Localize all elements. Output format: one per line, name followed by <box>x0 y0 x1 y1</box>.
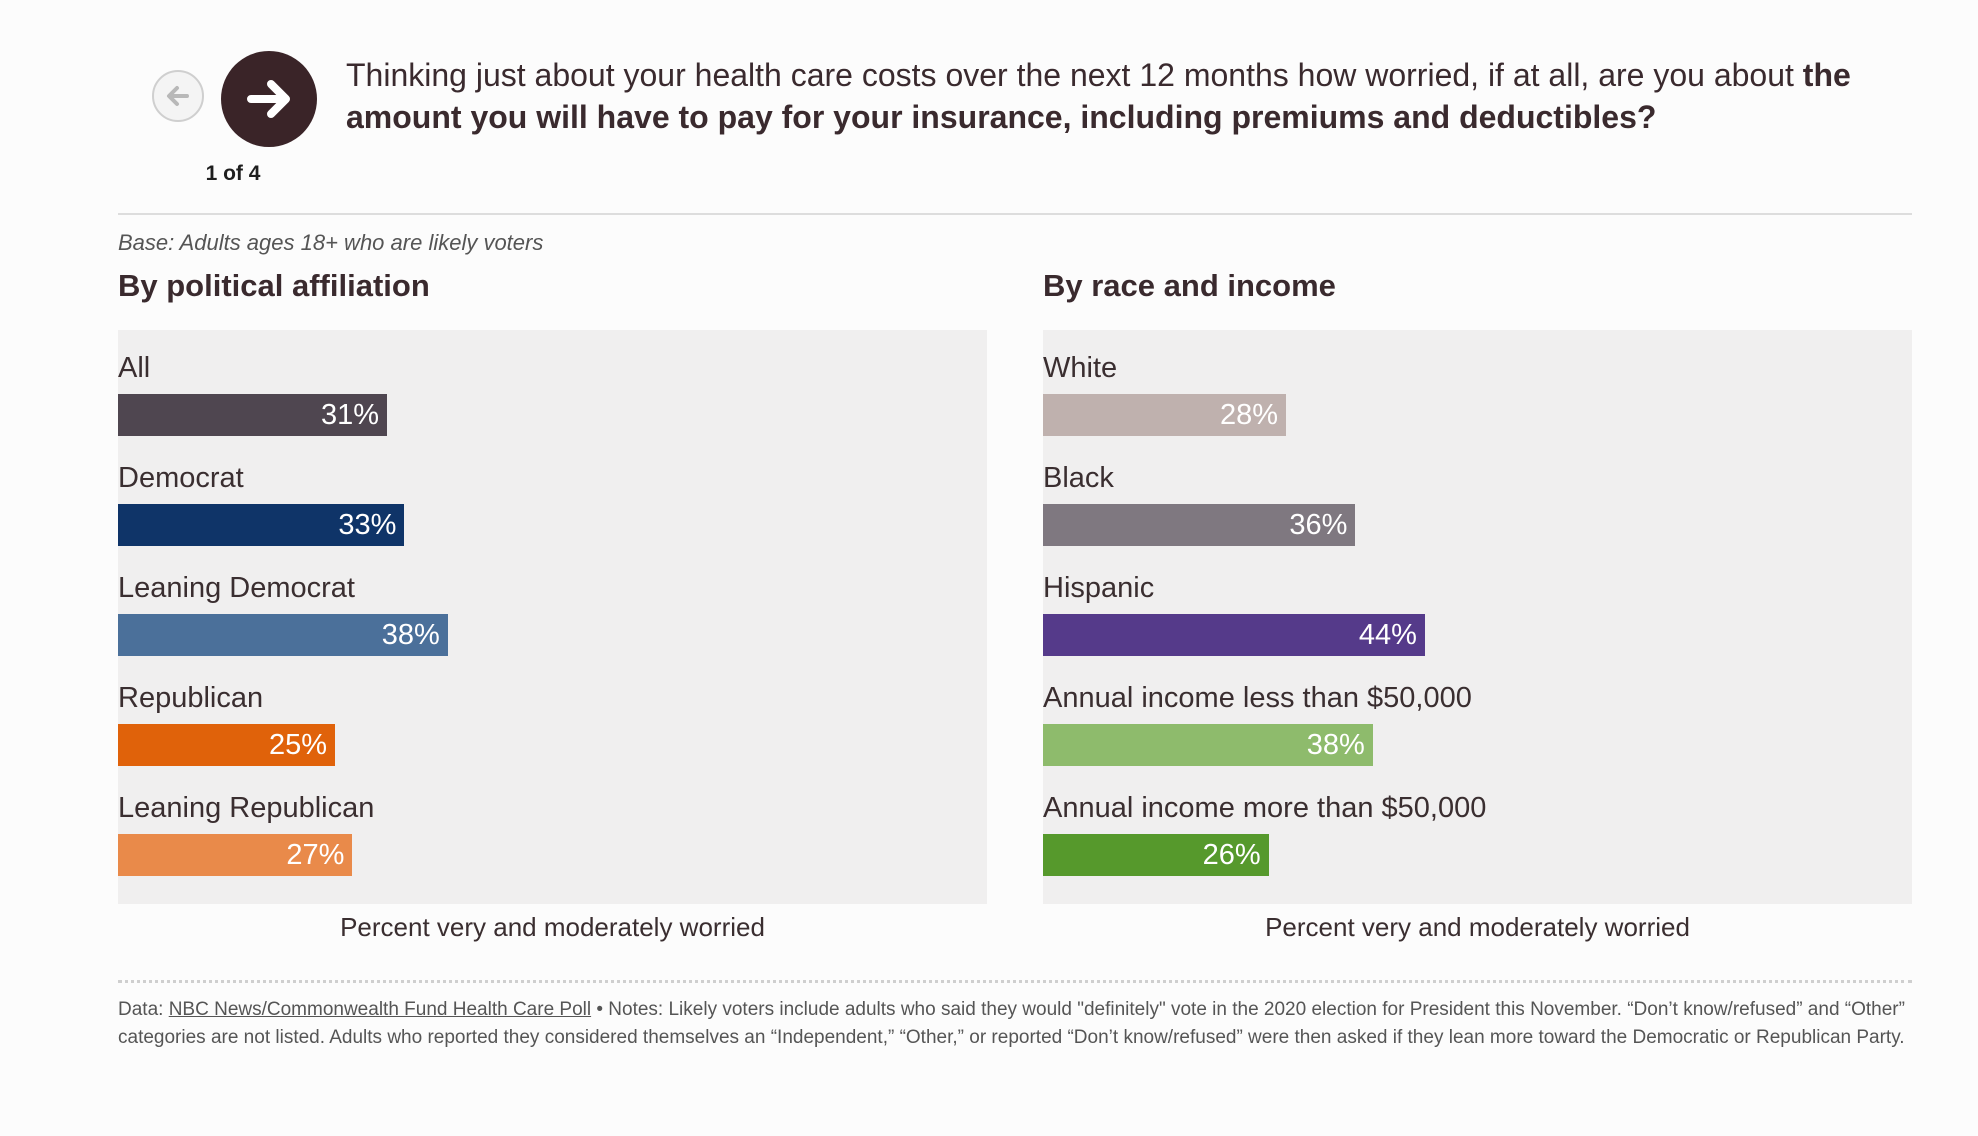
bar <box>118 504 404 546</box>
bar-value-label: 36% <box>1289 509 1348 541</box>
category-label: Democrat <box>118 462 244 494</box>
category-label: Hispanic <box>1043 572 1155 604</box>
base-note: Base: Adults ages 18+ who are likely voters <box>118 230 544 255</box>
footer-data-prefix: Data: <box>118 999 169 1020</box>
bar <box>1043 834 1269 876</box>
source-link[interactable]: NBC News/Commonwealth Fund Health Care Poll <box>168 999 592 1020</box>
bar-value-label: 25% <box>268 729 327 761</box>
question-emphasis: the amount you will have to pay for your insurance, including premiums and deductibles? <box>346 57 1851 135</box>
header-divider <box>118 213 1912 215</box>
category-label: Republican <box>118 682 264 714</box>
question-plain: Thinking just about your health care costs over the next 12 months how worried, if at all, are you about <box>346 57 1803 93</box>
bar-value-label: 38% <box>381 619 440 651</box>
next-button[interactable] <box>221 51 317 147</box>
chart-panel-race-income <box>1043 330 1912 904</box>
bar-value-label: 33% <box>338 509 397 541</box>
footer-notes-text: • Notes: Likely voters include adults who said they would "definitely" vote in the 2020 election for President this November. “Don’t know/refused” and “Other” categories are not listed. Adults who reported they considered themselves an “Independent,” “Other,” or reported “Don’t know/refused” were then asked if they lean more toward the Democratic or Republican Party. <box>118 999 1905 1048</box>
previous-button[interactable] <box>152 70 204 122</box>
x-axis-label-race-income: Percent very and moderately worried <box>1265 912 1690 942</box>
category-label: Leaning Democrat <box>118 572 355 604</box>
page-indicator: 1 of 4 <box>205 162 261 185</box>
bar <box>118 834 352 876</box>
bar <box>118 394 387 436</box>
bar-row-political <box>118 550 987 660</box>
bar-value-label: 31% <box>321 399 380 431</box>
bar-value-label: 27% <box>286 839 345 871</box>
bar-value-label: 38% <box>1306 729 1365 761</box>
bar <box>1043 724 1373 766</box>
category-label: White <box>1043 352 1118 384</box>
bar-row-race-income <box>1043 770 1912 880</box>
header <box>118 40 1912 200</box>
footer-notes <box>118 996 1912 1052</box>
chart-title-race-income: By race and income <box>1043 268 1336 303</box>
bar-value-label: 44% <box>1358 619 1417 651</box>
bar-row-political <box>118 770 987 880</box>
arrow-right-icon <box>221 51 317 147</box>
bar-row-race-income <box>1043 330 1912 440</box>
category-label: Black <box>1043 462 1114 494</box>
bar-row-political <box>118 660 987 770</box>
bar-value-label: 28% <box>1219 399 1279 431</box>
bar <box>1043 394 1286 436</box>
category-label: Annual income more than $50,000 <box>1043 792 1487 824</box>
bar <box>1043 614 1425 656</box>
bar-row-race-income <box>1043 550 1912 660</box>
bar <box>118 724 335 766</box>
bar-value-label: 26% <box>1202 839 1261 871</box>
arrow-left-icon <box>154 72 202 120</box>
x-axis-label-political: Percent very and moderately worried <box>340 912 765 942</box>
category-label: All <box>118 352 151 384</box>
bar <box>118 614 448 656</box>
chart-title-political: By political affiliation <box>118 268 430 303</box>
chart-panel-political <box>118 330 987 904</box>
bar-row-race-income <box>1043 440 1912 550</box>
bar-row-political <box>118 440 987 550</box>
bar-row-political <box>118 330 987 440</box>
category-label: Annual income less than $50,000 <box>1043 682 1472 714</box>
question-text <box>346 54 1886 138</box>
footer-divider <box>118 980 1912 983</box>
bar <box>1043 504 1355 546</box>
category-label: Leaning Republican <box>118 792 375 824</box>
bar-row-race-income <box>1043 660 1912 770</box>
